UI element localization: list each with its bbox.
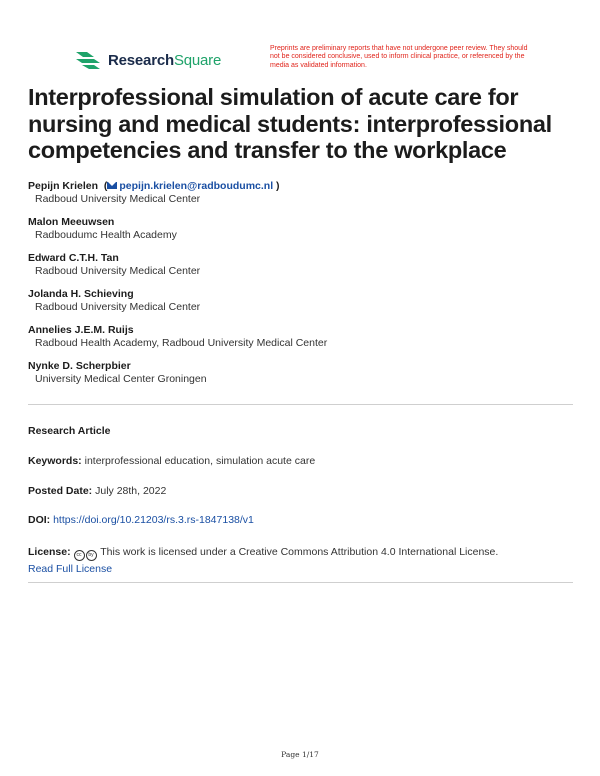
author-entry [28, 216, 578, 242]
author-name: Malon Meeuwsen [28, 216, 115, 228]
creative-commons-icon: cc [74, 550, 85, 561]
author-affiliation: Radboud University Medical Center [35, 301, 201, 313]
license-label: License: [28, 546, 71, 558]
attribution-icon: by [86, 550, 97, 561]
author-email-link[interactable]: pepijn.krielen@radboudumc.nl [119, 180, 274, 192]
author-name [28, 180, 578, 193]
author-entry [28, 324, 578, 350]
author-entry [28, 288, 578, 314]
research-square-logo-icon [74, 48, 102, 72]
author-entry [28, 252, 578, 278]
author-entry [28, 180, 578, 206]
email-wrap: ( pepijn.krielen@radboudumc.nl ) [103, 180, 280, 192]
author-name-text: Pepijn Krielen [28, 180, 99, 192]
read-full-license-link[interactable]: Read Full License [28, 563, 113, 575]
doi-line [28, 514, 578, 526]
author-affiliation: University Medical Center Groningen [35, 373, 207, 385]
author-name: Annelies J.E.M. Ruijs [28, 324, 134, 336]
author-name: Nynke D. Scherpbier [28, 360, 131, 372]
mail-icon [107, 182, 117, 189]
research-square-logo[interactable] [74, 48, 221, 72]
logo-word-square: Square [173, 51, 222, 69]
doi-link[interactable]: https://doi.org/10.21203/rs.3.rs-1847138/v1 [53, 514, 254, 526]
posted-date-value: July 28th, 2022 [95, 485, 167, 497]
author-name: Jolanda H. Schieving [28, 288, 134, 300]
posted-date-label: Posted Date: [28, 485, 93, 497]
license-line [28, 544, 578, 577]
author-affiliation: Radboud Health Academy, Radboud University Medical Center [35, 337, 328, 349]
section-divider [28, 582, 573, 583]
preprint-disclaimer: Preprints are preliminary reports that have not undergone peer review. They should not be considered conclusive, used to inform clinical practice, or referenced by the media as validated information. [270, 45, 528, 69]
author-affiliation: Radboud University Medical Center [35, 193, 201, 205]
page-number: Page 1/17 [281, 750, 319, 759]
paper-title: Interprofessional simulation of acute care for nursing and medical students: interprofessional competencies and transfer to the workplace [28, 84, 552, 163]
keywords-line [28, 455, 578, 467]
author-affiliation: Radboudumc Health Academy [35, 229, 177, 241]
article-type: Research Article [28, 425, 111, 437]
author-name: Edward C.T.H. Tan [28, 252, 119, 264]
keywords-value: interprofessional education, simulation acute care [84, 455, 316, 467]
author-list [28, 180, 578, 396]
logo-wordmark [108, 52, 221, 69]
author-entry [28, 360, 578, 386]
posted-date-line [28, 485, 578, 497]
logo-word-research: Research [108, 51, 174, 69]
section-divider [28, 404, 573, 405]
doi-label: DOI: [28, 514, 51, 526]
author-affiliation: Radboud University Medical Center [35, 265, 201, 277]
license-text: This work is licensed under a Creative Commons Attribution 4.0 International License. [100, 546, 499, 558]
keywords-label: Keywords: [28, 455, 82, 467]
